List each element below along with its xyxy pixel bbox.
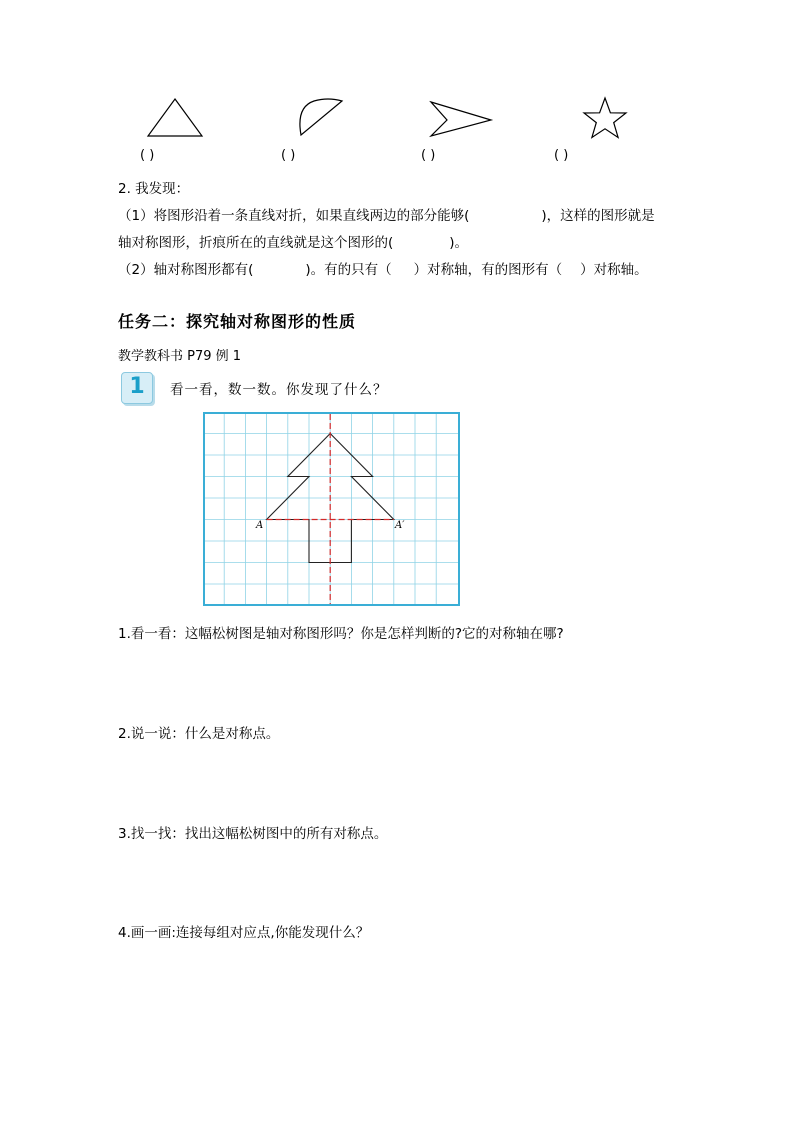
discovery-line-3-part-c: ）对称轴，有的图形有（ bbox=[413, 262, 563, 278]
example-prompt: 看一看，数一数。你发现了什么？ bbox=[170, 382, 388, 398]
discovery-line-3 bbox=[118, 258, 648, 278]
fan-answer-blank[interactable]: ( ) bbox=[281, 148, 296, 163]
fan-shape bbox=[296, 97, 346, 139]
task2-heading: 任务二：探究轴对称图形的性质 bbox=[118, 312, 357, 331]
star-shape bbox=[582, 96, 628, 140]
question-2: 2.说一说：什么是对称点。 bbox=[118, 726, 280, 742]
question-4: 4.画一画:连接每组对应点,你能发现什么？ bbox=[118, 925, 370, 941]
discovery-title: 2. 我发现： bbox=[118, 181, 190, 197]
question-1: 1.看一看：这幅松树图是轴对称图形吗？你是怎样判断的?它的对称轴在哪? bbox=[118, 626, 564, 642]
discovery-line-2-part-b: )。 bbox=[449, 235, 469, 251]
example-number-badge bbox=[121, 372, 153, 404]
arrow-shape bbox=[429, 100, 495, 140]
discovery-line-3-part-d: ）对称轴。 bbox=[580, 262, 648, 278]
triangle-shape bbox=[146, 97, 204, 139]
point-a-prime-label: A′ bbox=[395, 520, 405, 531]
discovery-line-2-part-a: 轴对称图形，折痕所在的直线就是这个图形的( bbox=[118, 235, 394, 251]
triangle-answer-blank[interactable]: ( ) bbox=[140, 148, 155, 163]
star-answer-blank[interactable]: ( ) bbox=[554, 148, 569, 163]
discovery-line-3-part-b: )。有的只有（ bbox=[305, 262, 392, 278]
example-number: 1 bbox=[129, 374, 145, 399]
discovery-line-3-part-a: （2）轴对称图形都有( bbox=[118, 262, 254, 278]
pine-tree-grid-figure bbox=[203, 412, 460, 606]
discovery-line-1 bbox=[118, 204, 655, 224]
point-a-label: A bbox=[256, 520, 264, 531]
grid-border bbox=[204, 413, 459, 605]
textbook-reference: 教学教科书 P79 例 1 bbox=[118, 349, 242, 364]
discovery-line-1-part-a: （1）将图形沿着一条直线对折，如果直线两边的部分能够( bbox=[118, 208, 470, 224]
arrow-answer-blank[interactable]: ( ) bbox=[421, 148, 436, 163]
discovery-line-2 bbox=[118, 231, 468, 251]
question-3: 3.找一找：找出这幅松树图中的所有对称点。 bbox=[118, 826, 388, 842]
discovery-line-1-part-b: )，这样的图形就是 bbox=[541, 208, 655, 224]
grid-lines bbox=[203, 412, 460, 606]
